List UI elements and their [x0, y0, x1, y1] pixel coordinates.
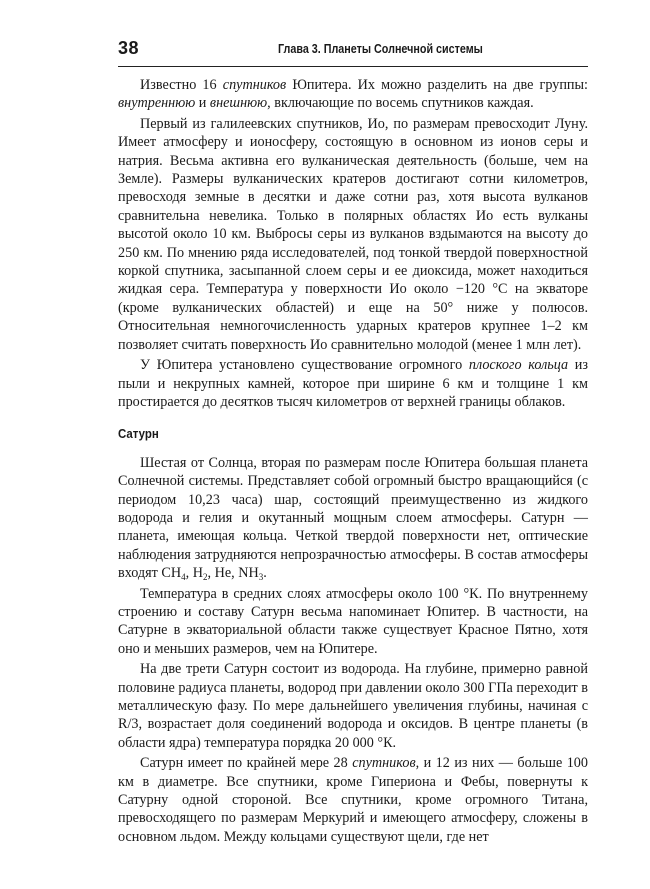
paragraph-io: Первый из галилеевских спутников, Ио, по размерам превосходит Луну. Имеет атмосферу и ионосферу, состоящую в основном из ионов серы и натрия. Весьма активна его вулканическая деятельность (больше, чем на Земле). Размеры вулканических кратеров достигают сотни километров, превосходя земные в десятки и даже сотни раз, хотя высота вулканов сравнительна невелика. Только в полярных областях Ио есть вулканы высотой около 10 км. Выбросы серы из вулканов вздымаются на высоту до 250 км. По мнению ряда исследователей, под тонкой твердой поверхностной коркой спутника, засыпанной слоем серы и ее диоксида, может находиться жидкая сера. Температура у поверхности Ио около −120 °С на экваторе (кроме вулканических областей) и еще на 50° ниже у полюсов. Относительная немногочисленность ударных кратеров крупнее 1–2 км позволяет считать поверхность Ио сравнительно молодой (менее 1 млн лет). — [118, 115, 588, 353]
italic-term: внутреннюю — [118, 95, 196, 112]
text-run: из пыли и некрупных камней, которое при ширине 6 км и толщине 1 км простирается до десятков тысяч километров от верхней границы облаков. — [118, 357, 588, 410]
paragraph-saturn-satellites — [118, 754, 588, 846]
italic-term: внешнюю — [209, 95, 268, 112]
italic-term: спутников — [222, 77, 287, 93]
text-run: , H — [185, 565, 203, 582]
main-text — [118, 76, 588, 848]
italic-term: плоского кольца — [468, 357, 569, 374]
text-run: и — [195, 95, 210, 112]
text-run: , и 12 из них — больше 100 км в диаметре. Все спутники, кроме Гипериона и Фебы, повернуты к Сатурну одной стороной. Все спутники, кроме огромного Титана, превосходящего по размерам Меркурий и имеющего атмосферу, сложены в основном льдом. Между кольцами существуют щели, где нет — [118, 755, 588, 845]
text-run: У Юпитера установлено существование огромного — [140, 357, 469, 374]
text-run: Сатурн имеет по крайней мере 28 — [140, 755, 353, 772]
paragraph-saturn-intro — [118, 454, 588, 583]
text-run: Шестая от Солнца, вторая по размерам после Юпитера большая планета Солнечной системы. Представляет собой огромный быстро вращающийся (с периодом 10,23 часа) шар, состоящий преимущественно из жидкого водорода и гелия и окутанный мощным слоем атмосферы. Сатурн — планета, имеющая кольца. Четкой твердой поверхности нет, оптические наблюдения затрудняются непрозрачностью атмосферы. В состав атмосферы входят CH — [118, 454, 588, 582]
section-heading-saturn: Сатурн — [118, 426, 159, 442]
text-run: , включающие по восемь спутников каждая. — [267, 95, 534, 112]
italic-term: спутников — [352, 755, 416, 772]
paragraph-saturn-composition: На две трети Сатурн состоит из водорода. На глубине, примерно равной половине радиуса планеты, водород при давлении около 300 ГПа переходит в металлическую фазу. По мере дальнейшего увеличения глубины, начиная с R/3, возрастает доля соединений водорода и оксидов. В центре планеты (в области ядра) температура порядка 20 000 °К. — [118, 661, 588, 751]
running-header — [118, 38, 588, 67]
text-run: . — [263, 565, 267, 582]
chapter-title: Глава 3. Планеты Солнечной системы — [278, 42, 483, 56]
text-run: Юпитера. Их можно разделить на две группы: — [286, 77, 588, 93]
paragraph-jupiter-ring — [118, 356, 588, 411]
paragraph-saturn-temperature: Температура в средних слоях атмосферы около 100 °К. По внутреннему строению и составу Сатурн весьма напоминает Юпитер. В частности, на Сатурне в экваториальной области также существует Красное Пятно, хотя оно и меньших размеров, чем на Юпитере. — [118, 585, 588, 657]
subscript: 4 — [181, 572, 186, 583]
page-number: 38 — [118, 38, 140, 58]
subscript: 2 — [202, 572, 208, 583]
subscript: 3 — [258, 572, 264, 583]
text-run: , He, NH — [207, 565, 259, 582]
paragraph-jupiter-satellites — [118, 76, 588, 113]
text-run: Известно 16 — [140, 77, 223, 93]
